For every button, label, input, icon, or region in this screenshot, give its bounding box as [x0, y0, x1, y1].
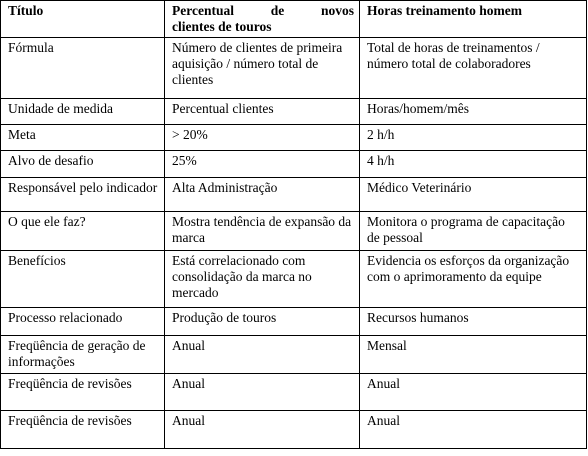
table-row: [1, 308, 587, 336]
row-value-new-clients: Alta Administração: [165, 178, 360, 212]
row-label: Meta: [1, 125, 165, 151]
row-label: Unidade de medida: [1, 99, 165, 125]
header-cell-title: Título: [1, 1, 165, 38]
table-row: [1, 125, 587, 151]
table-row: [1, 178, 587, 212]
row-value-training-hours: Monitora o programa de capacitação de pessoal: [360, 212, 587, 251]
row-value-new-clients: 25%: [165, 151, 360, 178]
table-row: [1, 336, 587, 374]
row-label: Freqüência de revisões: [1, 374, 165, 411]
row-value-new-clients: > 20%: [165, 125, 360, 151]
table-row: [1, 374, 587, 411]
row-label: Responsável pelo indicador: [1, 178, 165, 212]
row-value-training-hours: 2 h/h: [360, 125, 587, 151]
row-label: Alvo de desafio: [1, 151, 165, 178]
row-value-new-clients: Anual: [165, 411, 360, 449]
row-value-new-clients: Percentual clientes: [165, 99, 360, 125]
row-value-new-clients: Produção de touros: [165, 308, 360, 336]
row-value-training-hours: Mensal: [360, 336, 587, 374]
row-value-training-hours: Horas/homem/mês: [360, 99, 587, 125]
row-value-training-hours: Total de horas de treinamentos / número total de colaboradores: [360, 38, 587, 99]
row-value-training-hours: Anual: [360, 411, 587, 449]
row-label: O que ele faz?: [1, 212, 165, 251]
row-value-training-hours: Recursos humanos: [360, 308, 587, 336]
table-row: [1, 212, 587, 251]
table-row: [1, 151, 587, 178]
row-value-training-hours: 4 h/h: [360, 151, 587, 178]
row-label: Freqüência de revisões: [1, 411, 165, 449]
header-cell-new-clients-line2: clientes de touros: [172, 19, 272, 34]
table-row: [1, 251, 587, 308]
table-row: [1, 411, 587, 449]
row-value-new-clients: Está correlacionado com consolidação da marca no mercado: [165, 251, 360, 308]
table-row: [1, 38, 587, 99]
row-value-new-clients: Anual: [165, 336, 360, 374]
header-cell-training-hours: Horas treinamento homem: [360, 1, 587, 38]
row-value-training-hours: Anual: [360, 374, 587, 411]
table-row: [1, 99, 587, 125]
row-label: Benefícios: [1, 251, 165, 308]
row-value-new-clients: Mostra tendência de expansão da marca: [165, 212, 360, 251]
row-value-new-clients: Anual: [165, 374, 360, 411]
row-value-training-hours: Evidencia os esforços da organização com o aprimoramento da equipe: [360, 251, 587, 308]
row-label: Processo relacionado: [1, 308, 165, 336]
table-header-row: [1, 1, 587, 38]
header-cell-new-clients-line1: Percentual de novos: [172, 3, 354, 18]
header-cell-new-clients: [165, 1, 360, 38]
row-value-training-hours: Médico Veterinário: [360, 178, 587, 212]
row-label: Freqüência de geração de informações: [1, 336, 165, 374]
row-label: Fórmula: [1, 38, 165, 99]
row-value-new-clients: Número de clientes de primeira aquisição / número total de clientes: [165, 38, 360, 99]
